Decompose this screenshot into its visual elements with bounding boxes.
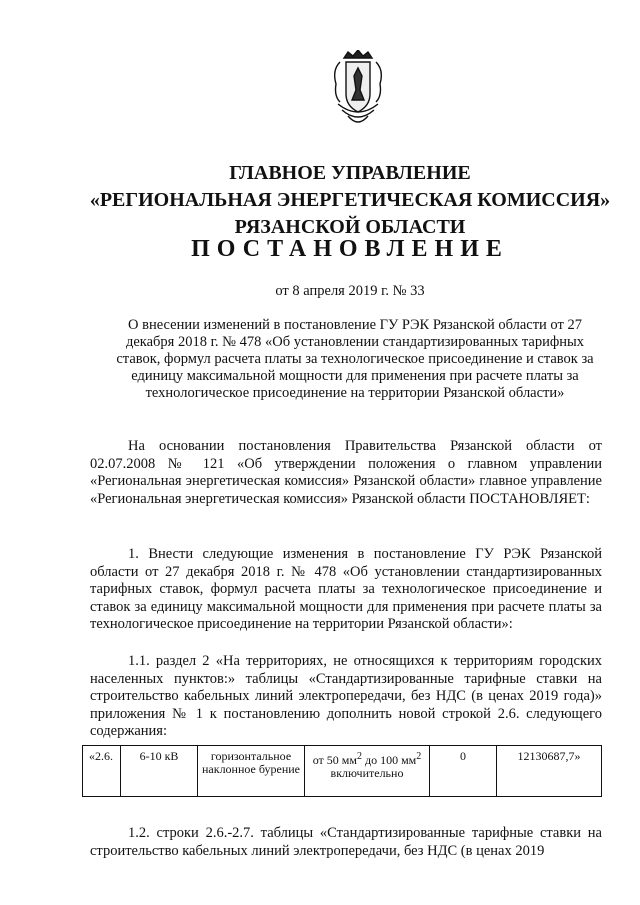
document-subject: О внесении изменений в постановление ГУ РЭК Рязанской области от 27 декабря 2018 г. № 478 «Об установлении стандартизированных тарифных ставок, формул расчета платы за технологическое присоединение и ставок за единицу максимальной мощности для применения при расчете платы за технологическое присоединение на территории Рязанской области»	[116, 317, 594, 401]
zero-value-cell: 0	[430, 746, 497, 797]
authority-name-line-1: ГЛАВНОЕ УПРАВЛЕНИЕ	[229, 162, 471, 184]
document-type-title: ПОСТАНОВЛЕНИЕ	[191, 236, 509, 262]
voltage-cell: 6-10 кВ	[121, 746, 198, 797]
document-date-number: от 8 апреля 2019 г. № 33	[275, 283, 425, 299]
rate-value-cell: 12130687,7»	[497, 746, 602, 797]
method-cell: горизонтальное наклонное бурение	[198, 746, 305, 797]
coat-of-arms-emblem	[330, 50, 386, 130]
table-row	[83, 746, 602, 797]
authority-name-line-3: РЯЗАНСКОЙ ОБЛАСТИ	[234, 216, 466, 238]
inserted-table-row	[82, 745, 602, 797]
section-cell: от 50 $мм^2$ до 100 $мм^2$ включительно	[305, 746, 430, 797]
row-number-cell: «2.6.	[83, 746, 121, 797]
preamble-paragraph: На основании постановления Правительства Рязанской области от 02.07.2008 № 121 «Об утверждении положения о главном управлении «Региональная энергетическая комиссия» Рязанской области» главное управление «Региональная энергетическая комиссия» Рязанской области ПОСТАНОВЛЯЕТ:	[90, 438, 602, 507]
item-1-paragraph: 1. Внести следующие изменения в постановление ГУ РЭК Рязанской области от 27 декабря 2018 г. № 478 «Об установлении стандартизированных тарифных ставок, формул расчета платы за технологическое присоединение и ставок за единицу максимальной мощности для применения при расчете платы за технологическое присоединение на территории Рязанской области»:	[90, 546, 602, 633]
item-1-2-paragraph: 1.2. строки 2.6.-2.7. таблицы «Стандартизированные тарифные ставки на строительство кабельных линий электропередачи, без НДС (в ценах 2019	[90, 825, 602, 859]
item-1-1-paragraph: 1.1. раздел 2 «На территориях, не относящихся к территориям городских населенных пунктов:» таблицы «Стандартизированные тарифные ставки на строительство кабельных линий электропередачи, без НДС (в ценах 2019 года)» приложения № 1 к постановлению дополнить новой строкой 2.6. следующего содержания:	[90, 653, 602, 740]
authority-name-line-2: «РЕГИОНАЛЬНАЯ ЭНЕРГЕТИЧЕСКАЯ КОМИССИЯ»	[89, 189, 611, 211]
